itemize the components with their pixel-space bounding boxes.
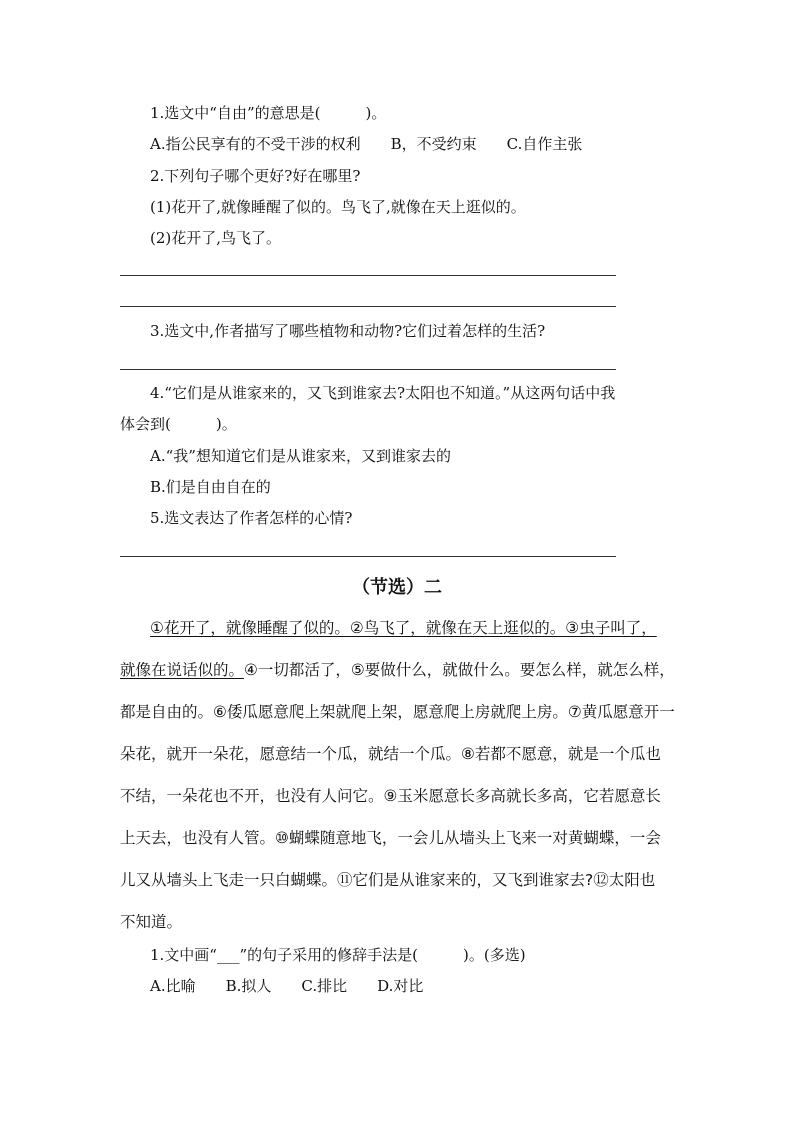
question-3: 3.选文中,作者描写了哪些植物和动物?它们过着怎样的生活? bbox=[150, 322, 546, 340]
answer-line[interactable] bbox=[120, 306, 616, 307]
question-4-line-2: 体会到( )。 bbox=[120, 415, 237, 433]
passage-line-6: 上天去，也没有人管。⑩蝴蝶随意地飞，一会儿从墙头上飞来一对黄蝴蝶，一会 bbox=[120, 829, 661, 847]
passage-text: ④一切都活了，⑤要做什么，就做什么。要怎么样，就怎么样， bbox=[244, 661, 675, 679]
question-4-line-1: 4.“它们是从谁家来的，又飞到谁家去?太阳也不知道。”从这两句话中我 bbox=[150, 384, 616, 402]
question-5: 5.选文表达了作者怎样的心情? bbox=[150, 509, 353, 527]
passage-line-8: 不知道。 bbox=[120, 913, 183, 931]
question-4-option-b: B.们是自由自在的 bbox=[150, 478, 271, 496]
question-2-sentence-1: (1)花开了,就像睡醒了似的。鸟飞了,就像在天上逛似的。 bbox=[150, 198, 526, 216]
question-2: 2.下列句子哪个更好?好在哪里? bbox=[150, 167, 361, 185]
passage-underlined: 就像在说话似的。 bbox=[120, 661, 245, 679]
passage-line-4: 朵花，就开一朵花，愿意结一个瓜，就结一个瓜。⑧若都不愿意，就是一个瓜也 bbox=[120, 745, 661, 763]
answer-line[interactable] bbox=[120, 275, 616, 276]
passage-question-1: 1.文中画“___”的句子采用的修辞手法是( )。(多选) bbox=[150, 946, 526, 964]
passage-line-7: 儿又从墙头上飞走一只白蝴蝶。⑪它们是从谁家来的，又飞到谁家去?⑫太阳也 bbox=[120, 871, 656, 889]
passage-line-1: ①花开了，就像睡醒了似的。②鸟飞了，就像在天上逛似的。③虫子叫了， bbox=[150, 619, 657, 637]
question-4-option-a: A.“我”想知道它们是从谁家来，又到谁家去的 bbox=[150, 447, 451, 465]
section-title: （节选）二 bbox=[352, 577, 442, 598]
question-2-sentence-2: (2)花开了,鸟飞了。 bbox=[150, 229, 282, 247]
passage-line-2 bbox=[120, 659, 675, 681]
passage-line-5: 不结，一朵花也不开，也没有人问它。⑨玉米愿意长多高就长多高，它若愿意长 bbox=[120, 787, 661, 805]
question-1: 1.选文中“自由”的意思是( )。 bbox=[150, 104, 387, 122]
answer-line[interactable] bbox=[120, 556, 616, 557]
answer-line[interactable] bbox=[120, 369, 616, 370]
passage-question-1-options: A.比喻 B.拟人 C.排比 D.对比 bbox=[150, 977, 424, 995]
passage-line-3: 都是自由的。⑥倭瓜愿意爬上架就爬上架，愿意爬上房就爬上房。⑦黄瓜愿意开一 bbox=[120, 703, 675, 721]
question-1-options: A.指公民享有的不受干涉的权利 B，不受约束 C.自作主张 bbox=[150, 135, 583, 153]
